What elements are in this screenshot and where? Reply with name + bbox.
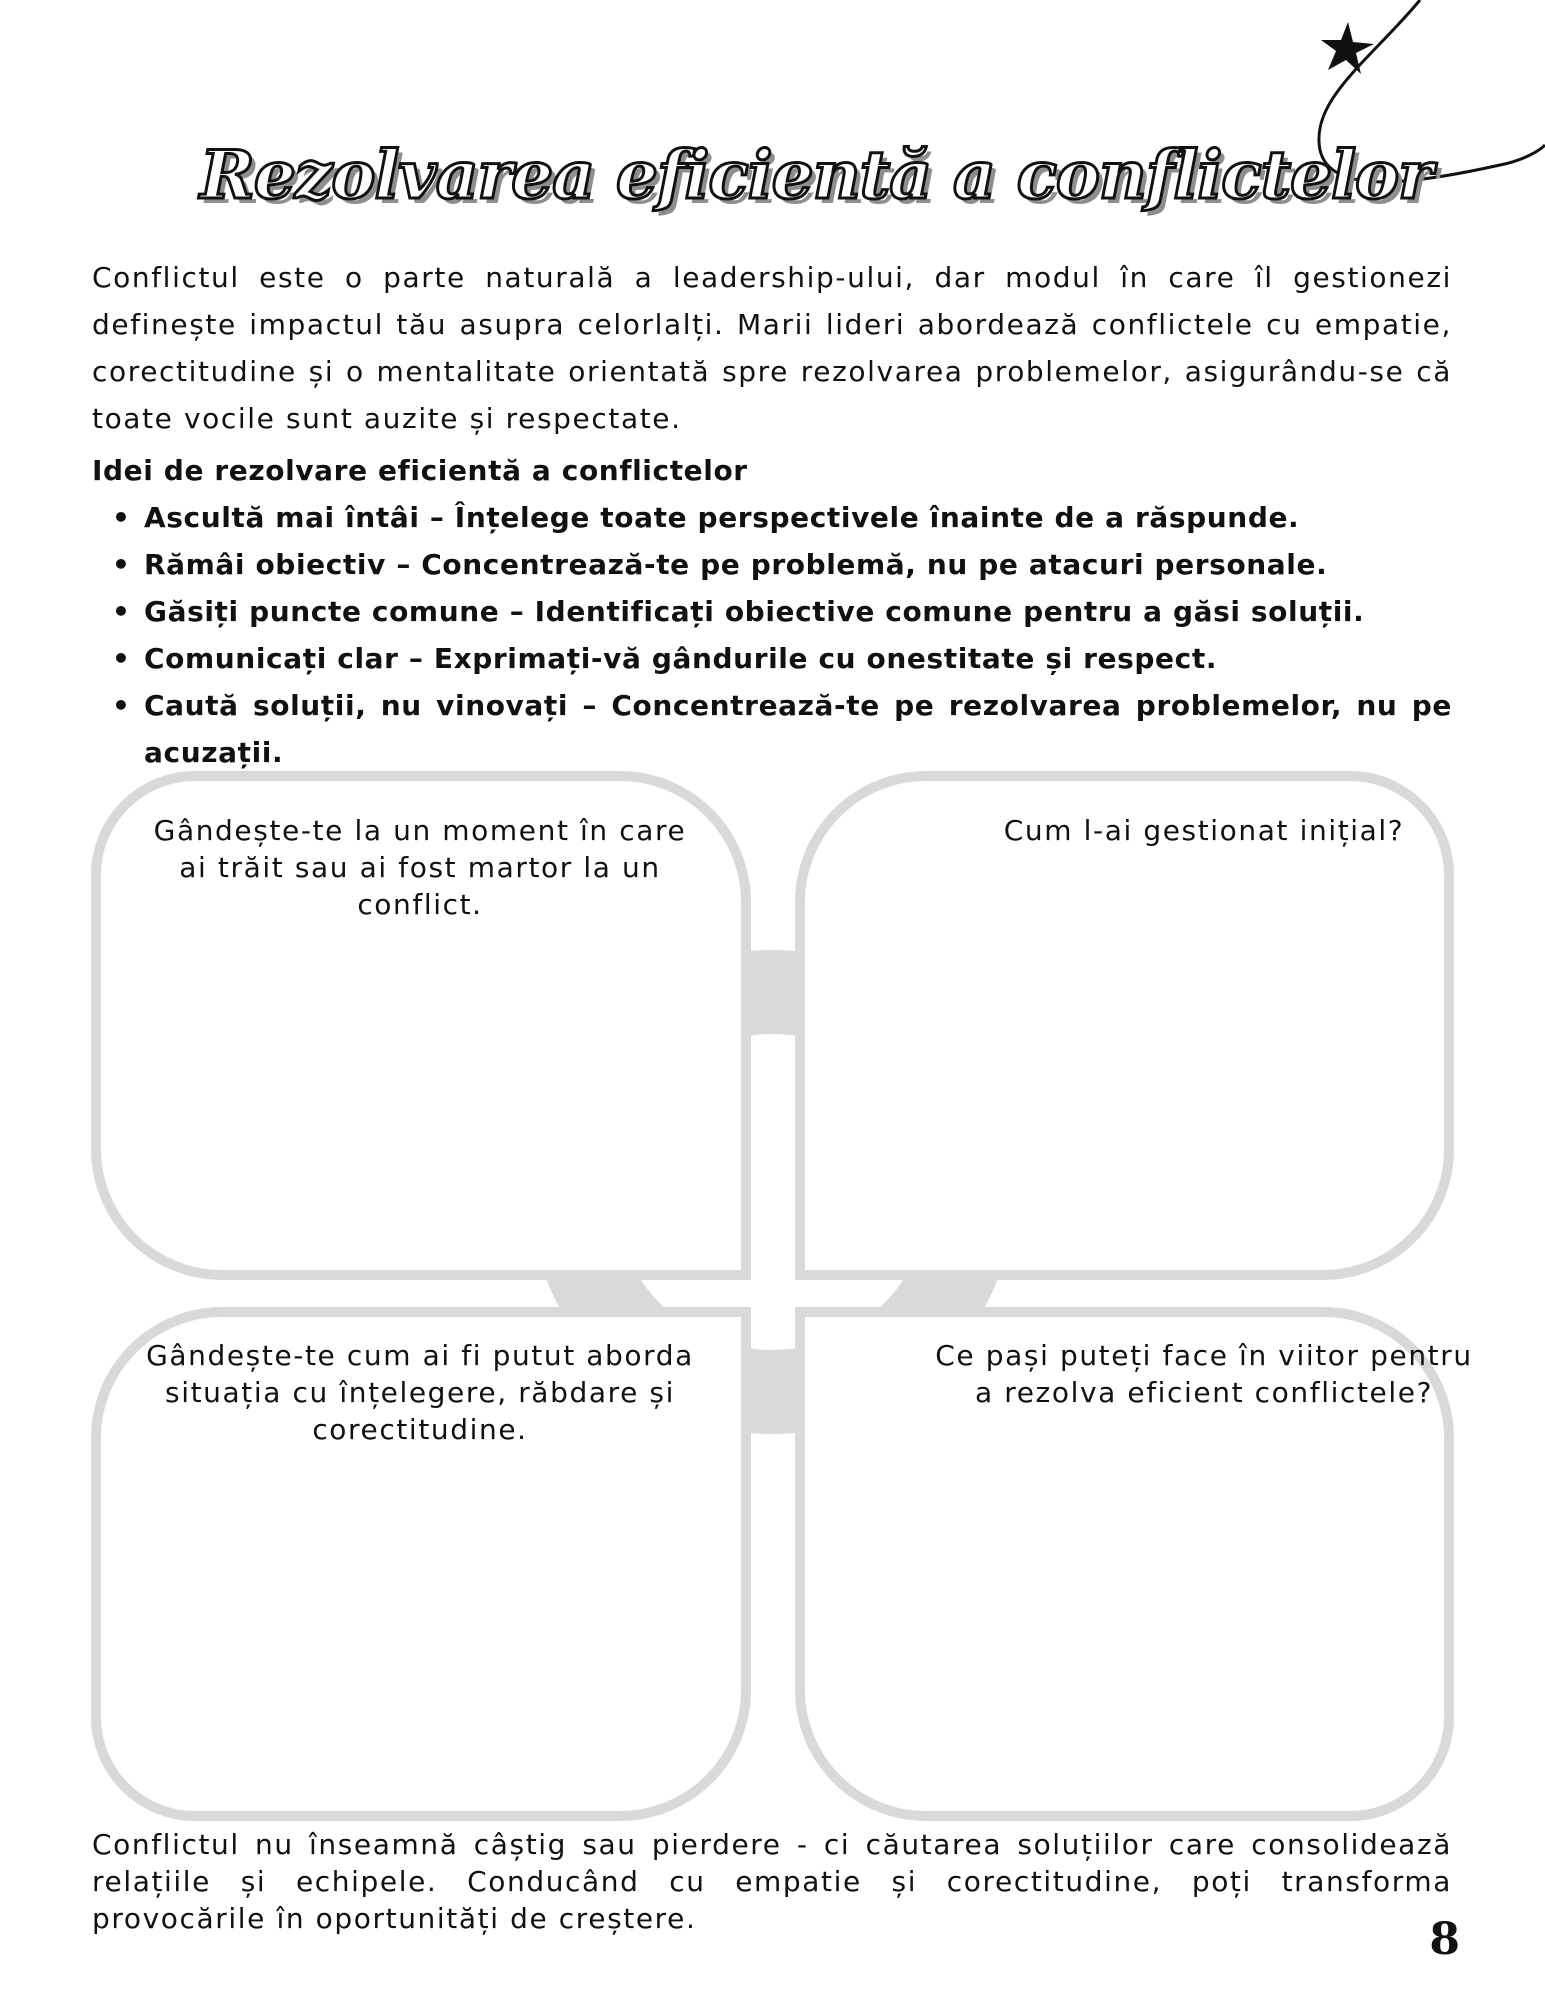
list-item: • Ascultă mai întâi – Înțelege toate perspectivele înainte de a răspunde. <box>92 494 1452 541</box>
page-title: Rezolvarea eficientă a conflictelor <box>200 136 1432 215</box>
quadrant-prompt-bottom-right: Ce pași puteți face în viitor pentru a rezolva eficient conflictele? <box>935 1339 1473 1409</box>
page-number: 8 <box>1429 1914 1460 1965</box>
list-item: • Caută soluții, nu vinovați – Concentrează-te pe rezolvarea problemelor, nu pe acuzații. <box>92 682 1452 776</box>
list-item: • Rămâi obiectiv – Concentrează-te pe problemă, nu pe atacuri personale. <box>92 541 1452 588</box>
quadrant-prompt-top-right: Cum l-ai gestionat inițial? <box>1003 814 1405 847</box>
quadrant-prompt-bottom-left: Gândește-te cum ai fi putut aborda situația cu înțelegere, răbdare și corectitudine. <box>146 1339 694 1446</box>
quadrant-frame-top-right <box>800 776 1449 1275</box>
intro-paragraph: Conflictul este o parte naturală a leadership-ului, dar modul în care îl gestionezi definește impactul tău asupra celorlalți. Marii lideri abordează conflictele cu empatie, corectitudine și o mentalitate orientată spre rezolvarea problemelor, asigurându-se că toate vocile sunt auzite și respectate. <box>92 261 1452 435</box>
list-item: • Comunicați clar – Exprimați-vă gândurile cu onestitate și respect. <box>92 635 1452 682</box>
quadrant-prompt-top-left: Gândește-te la un moment în care ai trăit sau ai fost martor la un conflict. <box>153 814 687 921</box>
list-item: • Găsiți puncte comune – Identificați obiective comune pentru a găsi soluții. <box>92 588 1452 635</box>
closing-paragraph: Conflictul nu înseamnă câștig sau pierdere - ci căutarea soluțiilor care consolidează relațiile și echipele. Conducând cu empatie și corectitudine, poți transforma provocările în oportunități de creștere. <box>92 1828 1452 1935</box>
ideas-heading: Idei de rezolvare eficientă a conflictelor <box>92 454 748 487</box>
